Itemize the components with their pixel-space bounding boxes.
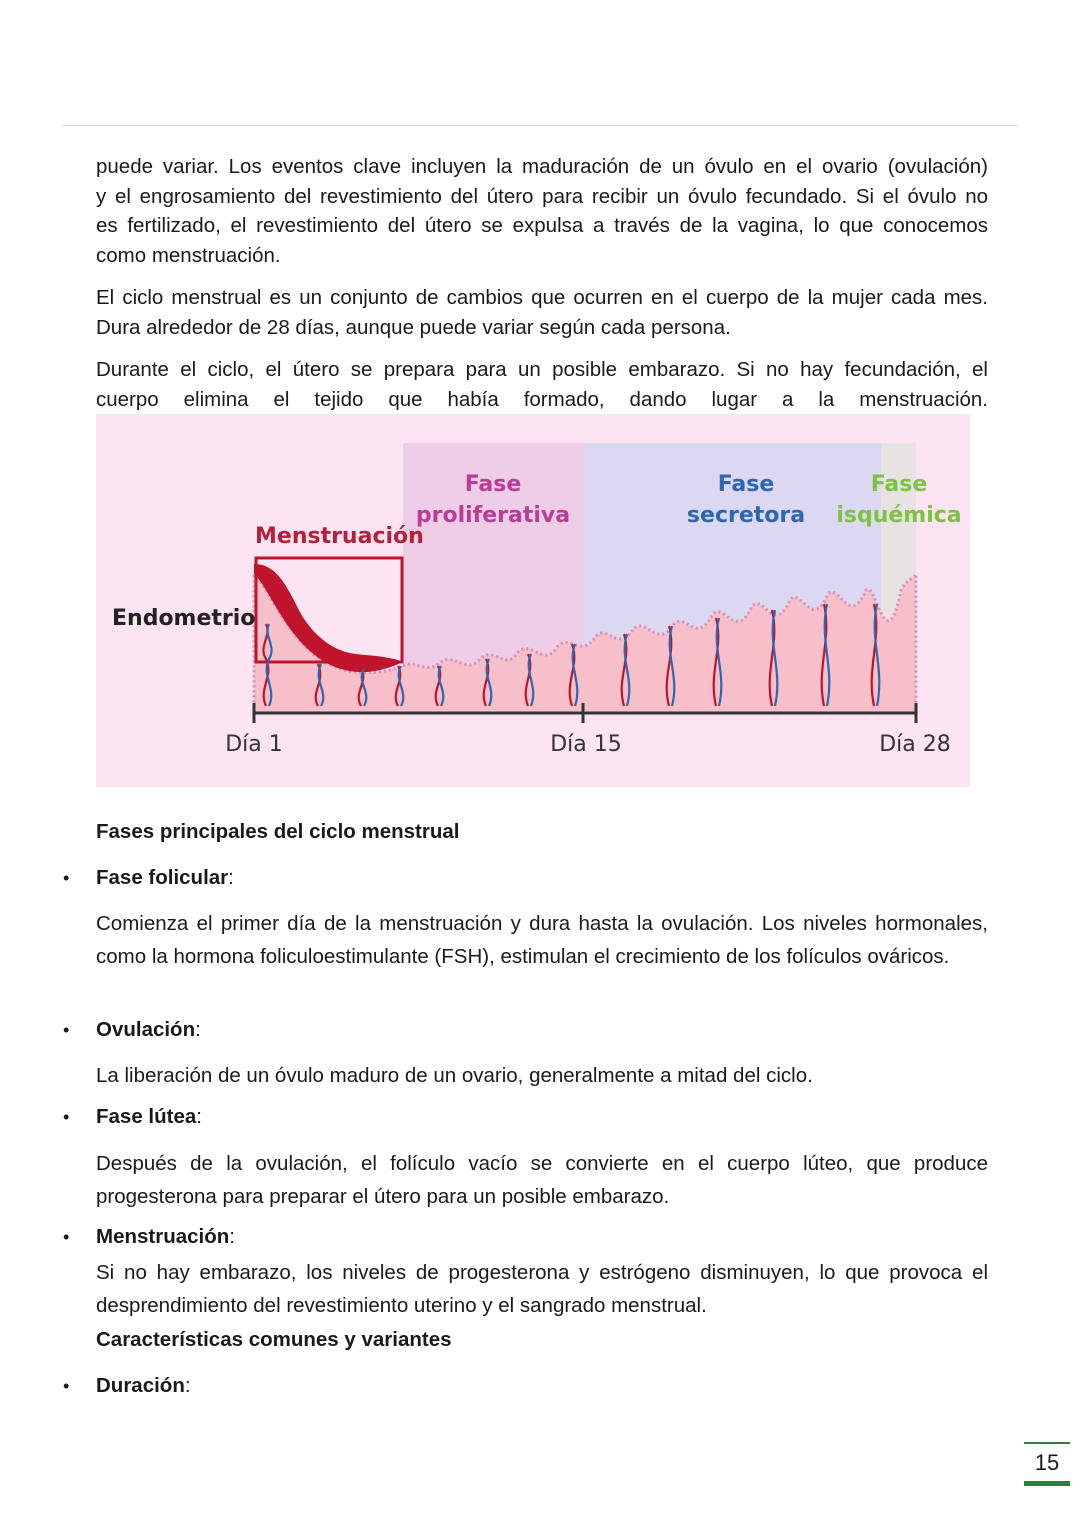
bullet-dot: • bbox=[63, 1020, 70, 1040]
intro-p2-line-1: El ciclo menstrual es un conjunto de cambios que ocurren en el cuerpo de la mujer cada mes. bbox=[96, 286, 988, 309]
proliferativa-label-line-1: Fase bbox=[464, 472, 522, 497]
bullet-dot: • bbox=[63, 1227, 70, 1247]
proliferativa-label-line-2: proliferativa bbox=[415, 503, 571, 528]
bullet-fase-folicular bbox=[0, 866, 1080, 896]
intro-p3-line-1: Durante el ciclo, el útero se prepara para un posible embarazo. Si no hay fecundación, el bbox=[96, 358, 988, 381]
fase-lutea-text: Después de la ovulación, el folículo vacío se convierte en el cuerpo lúteo, que produce progesterona para preparar el útero para un posible embarazo. bbox=[96, 1152, 988, 1208]
bullet-dot: • bbox=[63, 868, 70, 888]
intro-p1-line-3: es fertilizado, el revestimiento del útero se expulsa a través de la vagina, lo que conocemos bbox=[96, 214, 988, 237]
secretora-label-line-2: secretora bbox=[686, 503, 806, 528]
fase-lutea-title: Fase lútea bbox=[96, 1105, 197, 1128]
fase-folicular-text: Comienza el primer día de la menstruación y dura hasta la ovulación. Los niveles hormonales, como la hormona foliculoestimulante (FSH), estimulan el crecimiento de los folículos ováricos. bbox=[96, 912, 988, 968]
duracion-title: Duración bbox=[96, 1374, 185, 1397]
intro-p1-line-2: y el engrosamiento del revestimiento del útero para recibir un óvulo fecundado. Si el óvulo no bbox=[96, 184, 988, 208]
intro-p1-line-1: puede variar. Los eventos clave incluyen la maduración de un óvulo en el ovario (ovulación) bbox=[96, 155, 988, 178]
day-28-label: Día 28 bbox=[879, 732, 951, 757]
bullet-duracion bbox=[0, 1374, 1080, 1404]
page-number-box bbox=[1024, 1442, 1070, 1486]
isquemica-label-line-1: Fase bbox=[870, 472, 928, 497]
page-number-top-bar bbox=[1024, 1442, 1070, 1444]
ovulacion-colon: : bbox=[195, 1018, 201, 1041]
page-number: 15 bbox=[1034, 1450, 1060, 1475]
ovulacion-title: Ovulación bbox=[96, 1018, 196, 1041]
intro-p2-line-2: Dura alrededor de 28 días, aunque puede variar según cada persona. bbox=[96, 315, 731, 339]
bullet-dot: • bbox=[63, 1376, 70, 1396]
intro-paragraph-2 bbox=[96, 283, 988, 342]
menstruacion-title: Menstruación bbox=[96, 1225, 230, 1248]
bullet-dot: • bbox=[63, 1107, 70, 1127]
fase-folicular-title: Fase folicular bbox=[96, 866, 229, 889]
fase-folicular-colon: : bbox=[228, 866, 234, 889]
intro-paragraph-1 bbox=[96, 152, 988, 270]
page-number-bottom-bar bbox=[1024, 1481, 1070, 1486]
header-divider bbox=[62, 125, 1018, 126]
phases-heading: Fases principales del ciclo menstrual bbox=[96, 820, 460, 843]
fase-lutea-colon: : bbox=[196, 1105, 202, 1128]
menstruacion-text: Si no hay embarazo, los niveles de progesterona y estrógeno disminuyen, lo que provoca el desprendimiento del revestimiento uterino y el sangrado menstrual. bbox=[96, 1261, 988, 1317]
bullet-ovulacion bbox=[0, 1018, 1080, 1048]
day-1-label: Día 1 bbox=[225, 732, 283, 757]
menstrual-cycle-diagram bbox=[96, 414, 970, 787]
intro-p3-line-2: cuerpo elimina el tejido que había formado, dando lugar a la menstruación. bbox=[96, 387, 988, 411]
ovulacion-text: La liberación de un óvulo maduro de un ovario, generalmente a mitad del ciclo. bbox=[96, 1064, 813, 1087]
isquemica-label-line-2: isquémica bbox=[836, 503, 962, 528]
secretora-label-line-1: Fase bbox=[717, 472, 775, 497]
menstruacion-colon: : bbox=[229, 1225, 235, 1248]
day-15-label: Día 15 bbox=[550, 732, 622, 757]
bullet-fase-lutea bbox=[0, 1105, 1080, 1135]
menstruacion-label: Menstruación bbox=[255, 524, 424, 549]
intro-paragraph-3 bbox=[96, 355, 988, 414]
intro-p1-line-4: como menstruación. bbox=[96, 243, 281, 267]
duracion-colon: : bbox=[184, 1374, 191, 1397]
characteristics-heading: Características comunes y variantes bbox=[96, 1328, 452, 1351]
endometrio-label: Endometrio bbox=[112, 606, 256, 631]
bullet-menstruacion bbox=[0, 1225, 1080, 1255]
